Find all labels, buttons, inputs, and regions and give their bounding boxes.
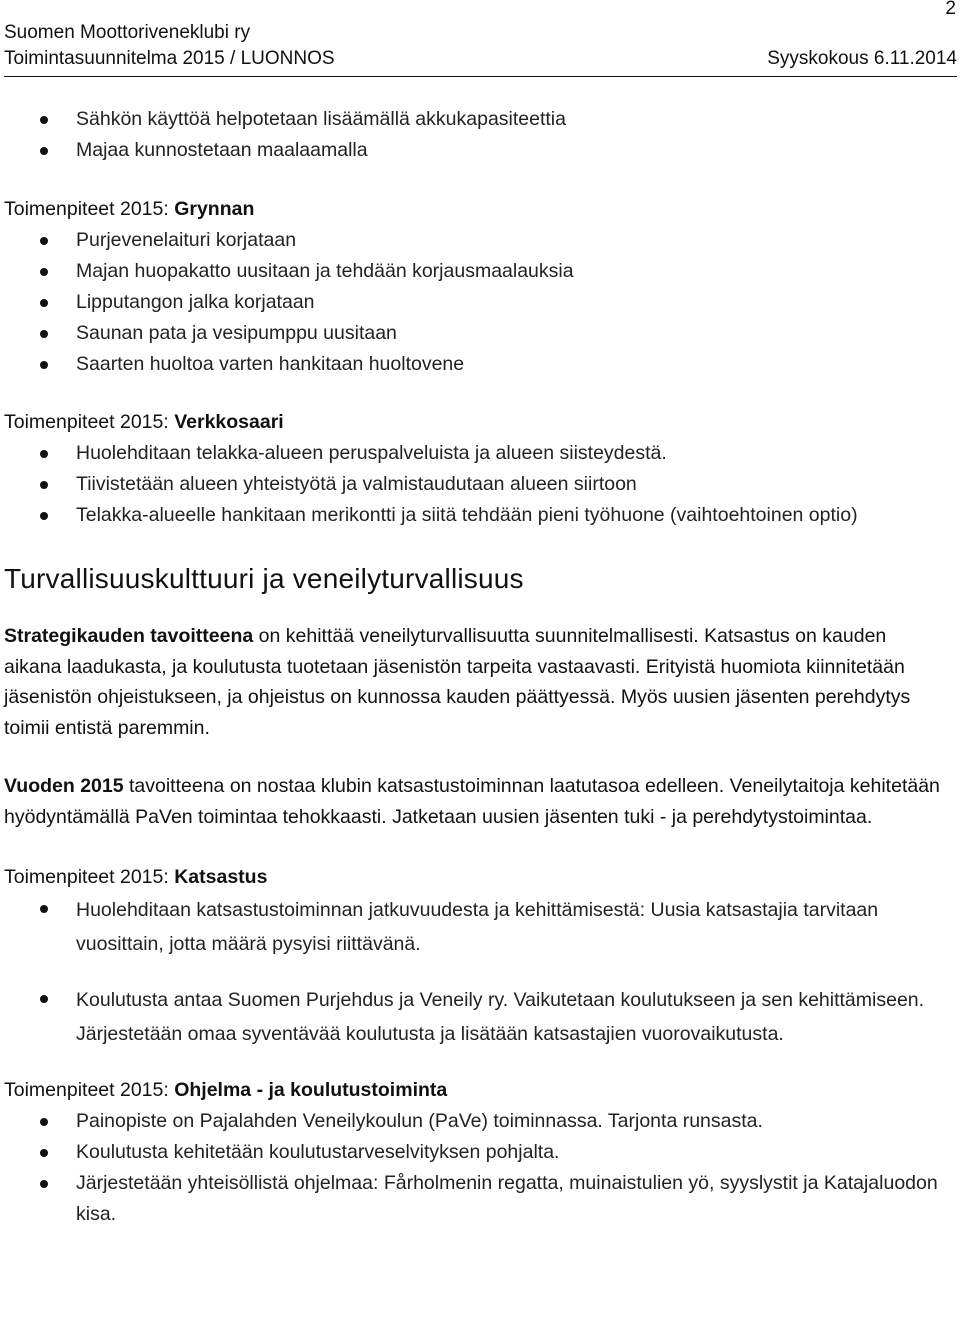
list-item: Majaa kunnostetaan maalaamalla bbox=[4, 135, 944, 166]
list-item: Saarten huoltoa varten hankitaan huoltovene bbox=[4, 349, 944, 380]
header-meeting: Syyskokous 6.11.2014 bbox=[767, 48, 957, 69]
list-item: Purjevenelaituri korjataan bbox=[4, 225, 944, 256]
bullet-icon bbox=[40, 450, 48, 458]
grynnan-list bbox=[4, 225, 944, 380]
list-item: Koulutusta kehitetään koulutustarveselvityksen pohjalta. bbox=[4, 1137, 944, 1168]
list-item: Huolehditaan katsastustoiminnan jatkuvuudesta ja kehittämisestä: Uusia katsastajia tarvitaan vuosittain, jotta määrä pysyisi riittävänä. bbox=[4, 893, 944, 961]
section-heading-ohjelma: Toimenpiteet 2015: Ohjelma - ja koulutustoiminta bbox=[4, 1079, 448, 1101]
list-item: Sähkön käyttöä helpotetaan lisäämällä akkukapasiteettia bbox=[4, 104, 944, 135]
bullet-icon bbox=[40, 361, 48, 369]
bullet-icon bbox=[40, 237, 48, 245]
list-item: Järjestetään yhteisöllistä ohjelmaa: Fårholmenin regatta, muinaistulien yö, syyslystit ja Katajaluodon kisa. bbox=[4, 1168, 944, 1230]
verkkosaari-list bbox=[4, 438, 944, 531]
bullet-icon bbox=[40, 1180, 48, 1188]
bullet-icon bbox=[40, 1149, 48, 1157]
list-item: Saunan pata ja vesipumppu uusitaan bbox=[4, 318, 944, 349]
bullet-icon bbox=[40, 995, 48, 1003]
list-item: Majan huopakatto uusitaan ja tehdään korjausmaalauksia bbox=[4, 256, 944, 287]
bullet-icon bbox=[40, 147, 48, 155]
header-rule bbox=[4, 76, 957, 77]
list-item: Tiivistetään alueen yhteistyötä ja valmistaudutaan alueen siirtoon bbox=[4, 469, 944, 500]
page-number: 2 bbox=[945, 0, 956, 19]
list-item: Painopiste on Pajalahden Veneilykoulun (PaVe) toiminnassa. Tarjonta runsasta. bbox=[4, 1106, 944, 1137]
header-org: Suomen Moottoriveneklubi ry bbox=[4, 22, 251, 43]
bullet-icon bbox=[40, 481, 48, 489]
paragraph-2015: Vuoden 2015 tavoitteena on nostaa klubin katsastustoiminnan laatutasoa edelleen. Veneilytaitoja kehitetään hyödyntämällä PaVen toimintaa tehokkaasti. Jatketaan uusien jäsenten tuki - ja perehdytystoimintaa. bbox=[4, 775, 940, 828]
header-doc-title: Toimintasuunnitelma 2015 / LUONNOS bbox=[4, 48, 335, 69]
bullet-icon bbox=[40, 330, 48, 338]
section-heading-verkkosaari: Toimenpiteet 2015: Verkkosaari bbox=[4, 411, 284, 433]
list-item: Huolehditaan telakka-alueen peruspalveluista ja alueen siisteydestä. bbox=[4, 438, 944, 469]
paragraph-strategy: Strategikauden tavoitteena on kehittää veneilyturvallisuutta suunnitelmallisesti. Katsastus on kauden aikana laadukasta, ja koulutusta tuotetaan jäsenistön tarpeita vastaavasti. Erityistä huomiota kiinnitetään jäsenistön ohjeistukseen, ja ohjeistus on kunnossa kauden päättyessä. Myös uusien jäsenten perehdytys toimii entistä paremmin. bbox=[4, 625, 911, 739]
list-item: Lipputangon jalka korjataan bbox=[4, 287, 944, 318]
section-heading-katsastus: Toimenpiteet 2015: Katsastus bbox=[4, 866, 268, 888]
top-list bbox=[4, 104, 944, 166]
ohjelma-list bbox=[4, 1106, 944, 1230]
heading-turvallisuus: Turvallisuuskulttuuri ja veneilyturvallisuus bbox=[4, 563, 524, 594]
section-heading-grynnan: Toimenpiteet 2015: Grynnan bbox=[4, 198, 255, 220]
list-item: Telakka-alueelle hankitaan merikontti ja siitä tehdään pieni työhuone (vaihtoehtoinen optio) bbox=[4, 500, 944, 531]
document-body bbox=[4, 104, 944, 1230]
bullet-icon bbox=[40, 512, 48, 520]
bullet-icon bbox=[40, 116, 48, 124]
katsastus-list bbox=[4, 893, 944, 1051]
bullet-icon bbox=[40, 299, 48, 307]
header-row bbox=[4, 46, 957, 72]
bullet-icon bbox=[40, 905, 48, 913]
page-header bbox=[4, 20, 957, 72]
list-item: Koulutusta antaa Suomen Purjehdus ja Veneily ry. Vaikutetaan koulutukseen ja sen kehittämiseen. Järjestetään omaa syventävää koulutusta ja lisätään katsastajien vuorovaikutusta. bbox=[4, 983, 944, 1051]
bullet-icon bbox=[40, 268, 48, 276]
bullet-icon bbox=[40, 1118, 48, 1126]
